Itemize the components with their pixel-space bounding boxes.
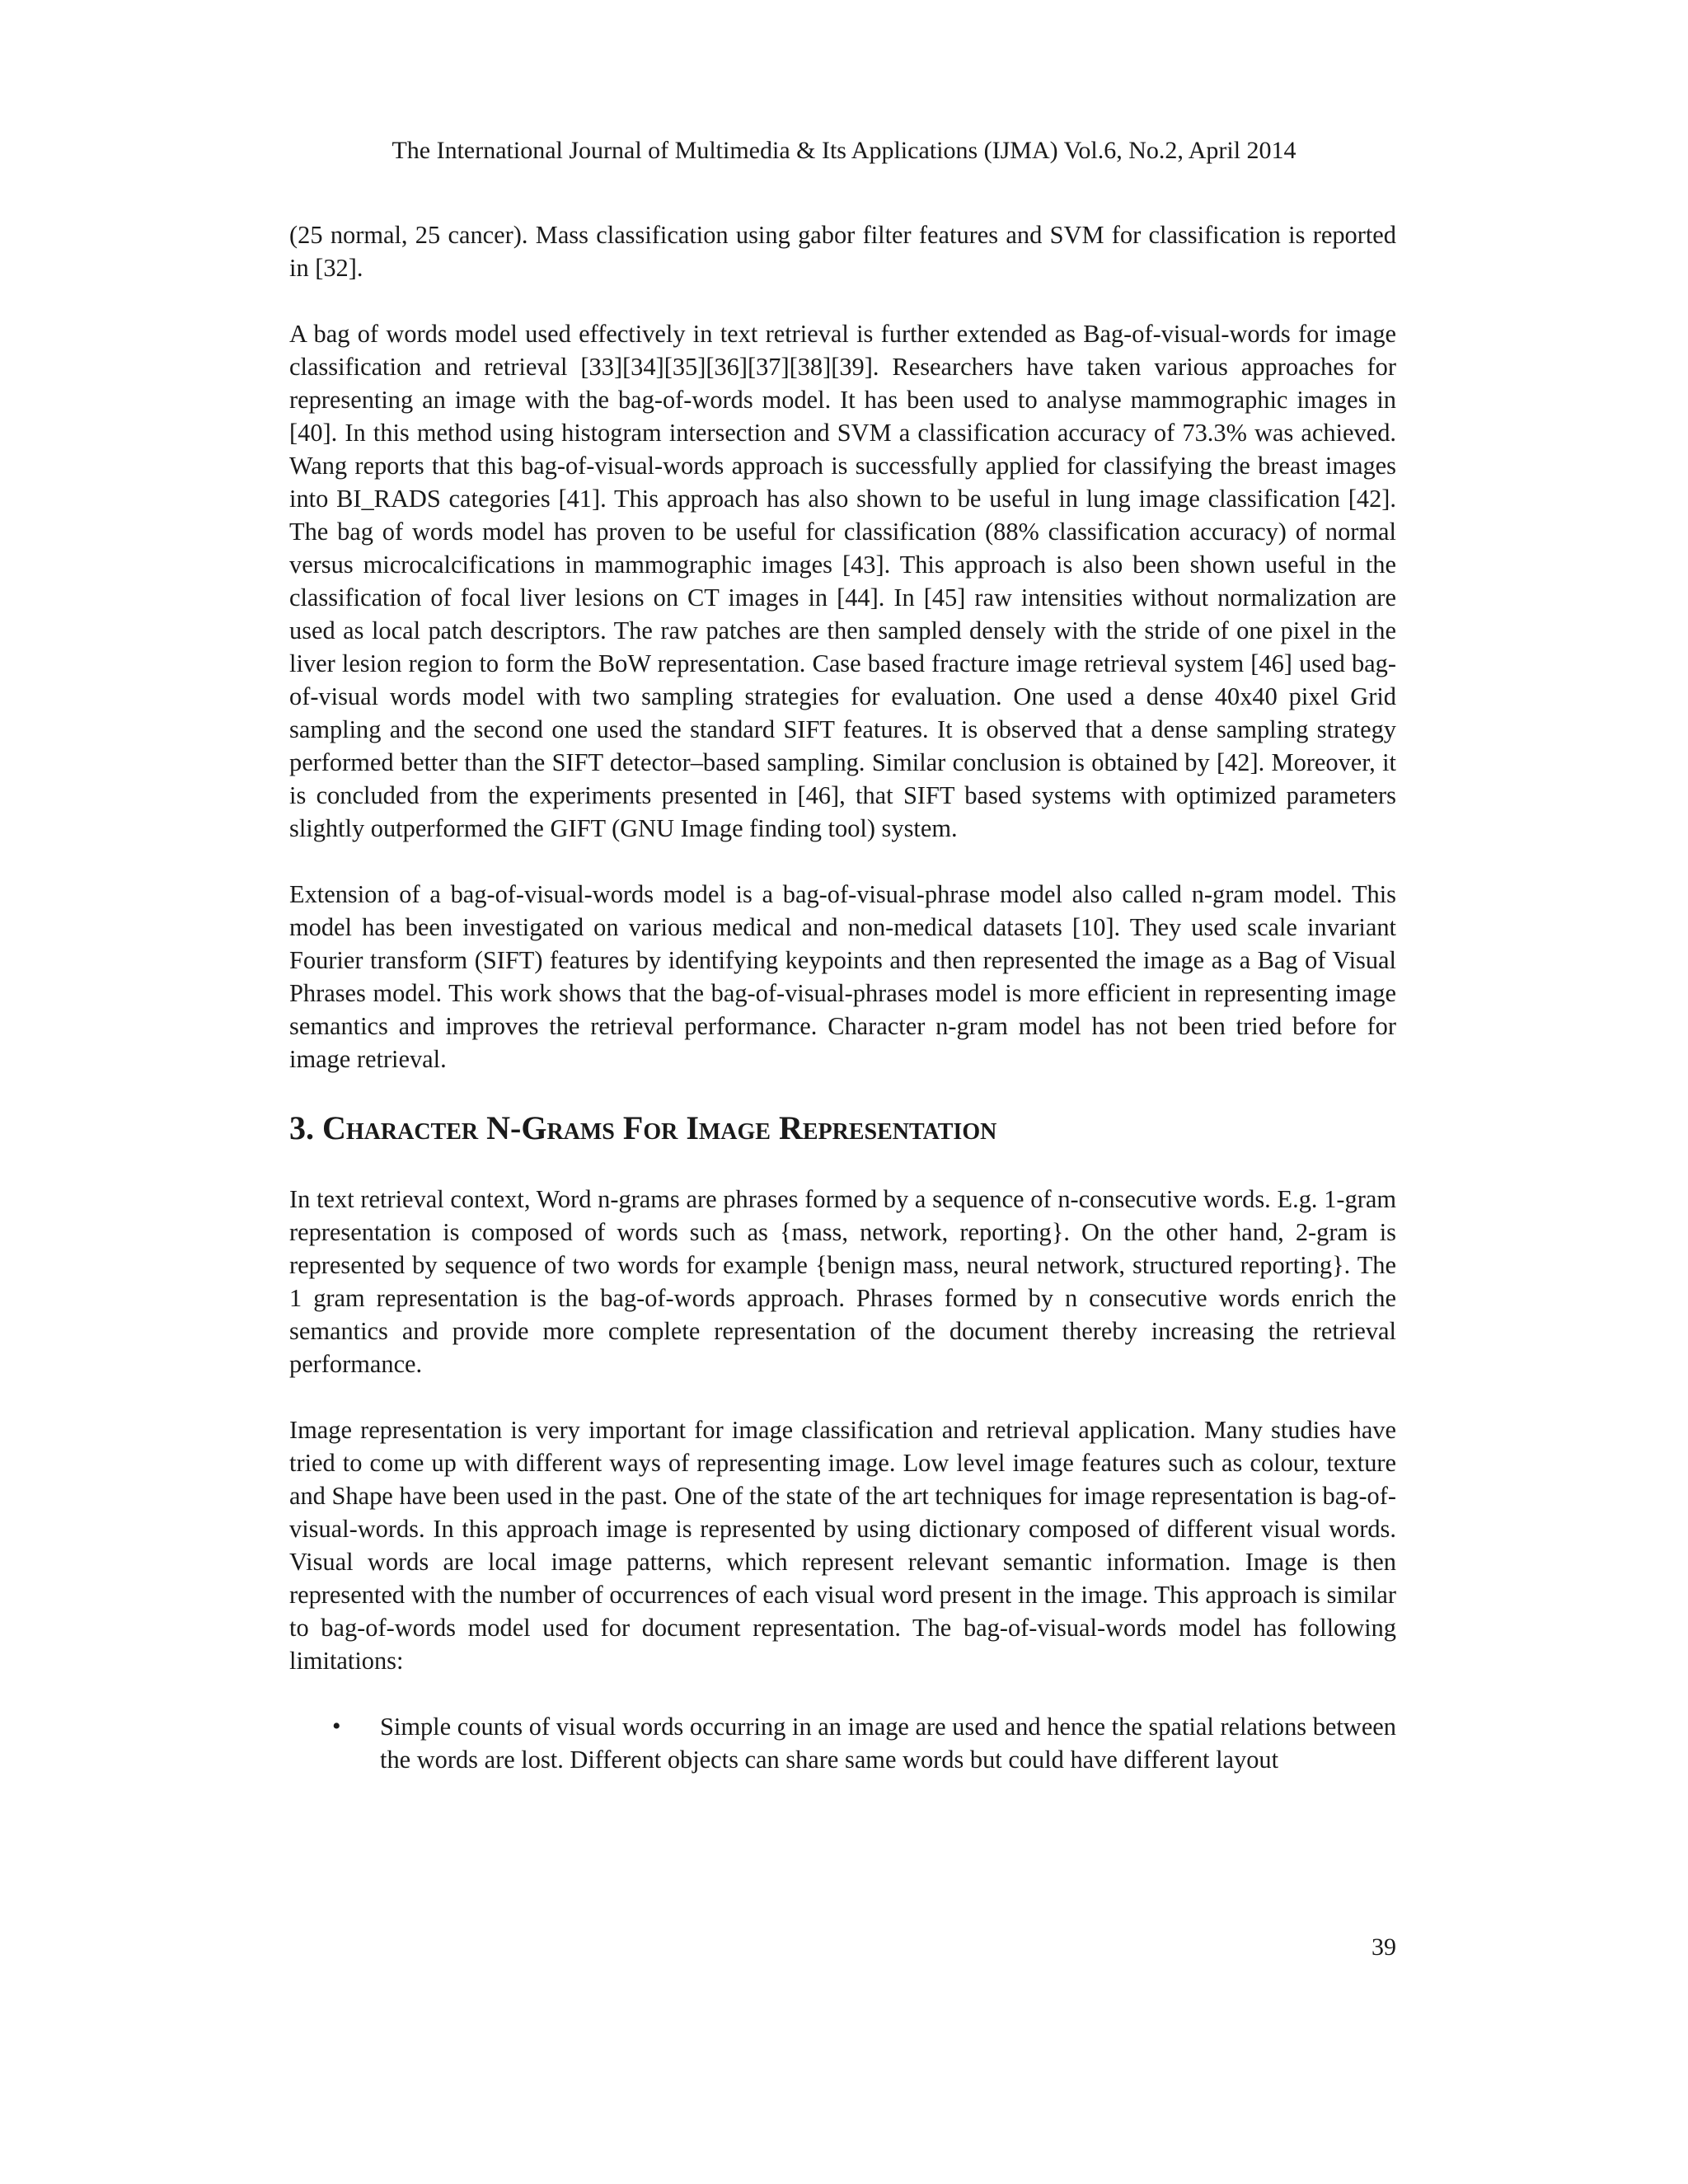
section-paragraph-2: Image representation is very important for image classification and retrieval application. Many studies have tried to come up with different ways of representing image. Low level image features such as colour, texture and Shape have been used in the past. One of the state of the art techniques for image representation is bag-of-visual-words. In this approach image is represented by using dictionary composed of different visual words. Visual words are local image patterns, which represent relevant semantic information. Image is then represented with the number of occurrences of each visual word present in the image. This approach is similar to bag-of-words model used for document representation. The bag-of-visual-words model has following limitations: [289, 1416, 1396, 1675]
section-paragraph-1: In text retrieval context, Word n-grams are phrases formed by a sequence of n-consecutive words. E.g. 1-gram representation is composed of words such as {mass, network, reporting}. On the other hand, 2-gram is represented by sequence of two words for example {benign mass, neural network, structured reporting}. The 1 gram representation is the bag-of-words approach. Phrases formed by n consecutive words enrich the semantics and provide more complete representation of the document thereby increasing the retrieval performance. [289, 1185, 1396, 1378]
body-text [289, 218, 1396, 1776]
bullet-item [289, 1710, 1396, 1776]
bullet-text: Simple counts of visual words occurring in an image are used and hence the spatial relations between the words are lost. Different objects can share same words but could have different layout [380, 1713, 1396, 1774]
paragraph-2: A bag of words model used effectively in text retrieval is further extended as Bag-of-visual-words for image classification and retrieval [33][34][35][36][37][38][39]. Researchers have taken various approaches for representing an image with the bag-of-words model. It has been used to analyse mammographic images in [40]. In this method using histogram intersection and SVM a classification accuracy of 73.3% was achieved. Wang reports that this bag-of-visual-words approach is successfully applied for classifying the breast images into BI_RADS categories [41]. This approach has also shown to be useful in lung image classification [42]. The bag of words model has proven to be useful for classification (88% classification accuracy) of normal versus microcalcifications in mammographic images [43]. This approach is also been shown useful in the classification of focal liver lesions on CT images in [44]. In [45] raw intensities without normalization are used as local patch descriptors. The raw patches are then sampled densely with the stride of one pixel in the liver lesion region to form the BoW representation. Case based fracture image retrieval system [46] used bag-of-visual words model with two sampling strategies for evaluation. One used a dense 40x40 pixel Grid sampling and the second one used the standard SIFT features. It is observed that a dense sampling strategy performed better than the SIFT detector–based sampling. Similar conclusion is obtained by [42]. Moreover, it is concluded from the experiments presented in [46], that SIFT based systems with optimized parameters slightly outperformed the GIFT (GNU Image finding tool) system. [289, 320, 1396, 842]
running-header: The International Journal of Multimedia & Its Applications (IJMA) Vol.6, No.2, April 2014 [392, 137, 1296, 164]
bullet-list [289, 1710, 1396, 1776]
paragraph-3: Extension of a bag-of-visual-words model is a bag-of-visual-phrase model also called n-gram model. This model has been investigated on various medical and non-medical datasets [10]. They used scale invariant Fourier transform (SIFT) features by identifying keypoints and then represented the image as a Bag of Visual Phrases model. This work shows that the bag-of-visual-phrases model is more efficient in representing image semantics and improves the retrieval performance. Character n-gram model has not been tried before for image retrieval. [289, 880, 1396, 1073]
paragraph-1: (25 normal, 25 cancer). Mass classification using gabor filter features and SVM for classification is reported in [32]. [289, 221, 1396, 282]
page-number: 39 [1372, 1933, 1396, 1961]
section-heading: 3. Character N-Grams For Image Representation [289, 1109, 997, 1146]
bullet-icon: • [332, 1713, 341, 1740]
